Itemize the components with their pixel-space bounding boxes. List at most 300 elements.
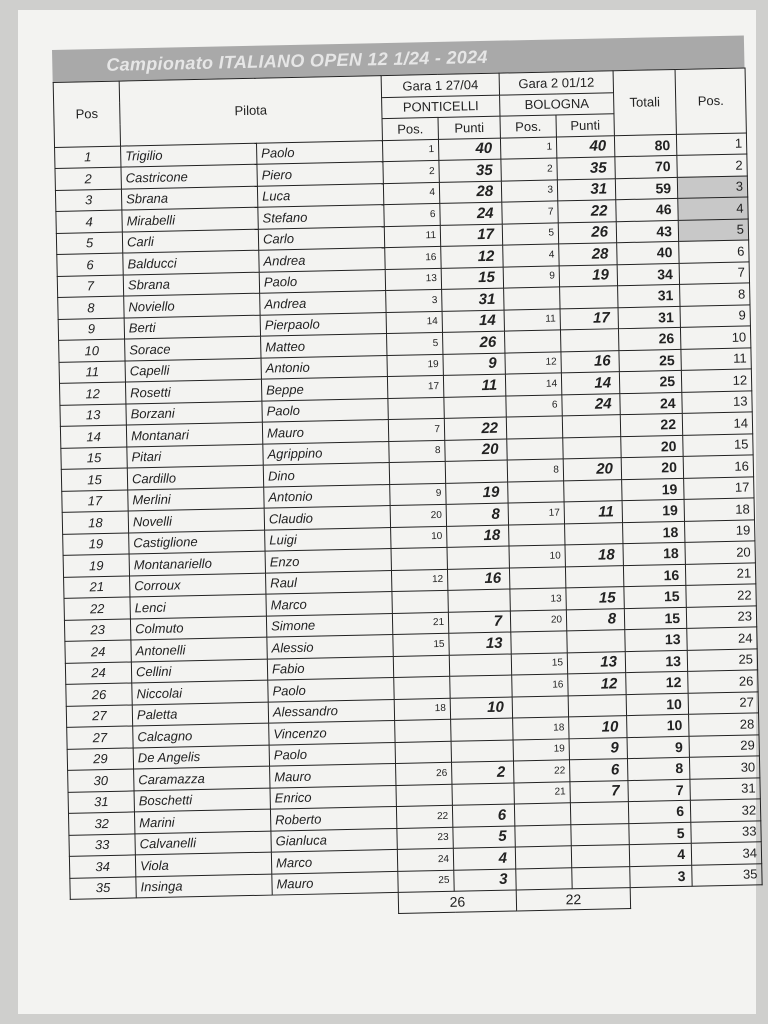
race2-pos: 11 — [504, 308, 560, 331]
header-race1-pos: Pos. — [382, 117, 438, 140]
race1-pos: 25 — [398, 870, 454, 893]
driver-name: Antonio — [261, 355, 387, 379]
driver-surname: Castricone — [121, 164, 257, 188]
driver-name: Enrico — [270, 785, 396, 809]
race2-points: 40 — [556, 135, 614, 158]
driver-surname: Montanari — [126, 422, 262, 446]
race1-pos: 7 — [388, 418, 444, 441]
race1-points: 17 — [440, 224, 502, 247]
final-rank: 4 — [678, 197, 748, 220]
race1-pos: 18 — [394, 698, 450, 721]
driver-name: Stefano — [258, 205, 384, 229]
final-rank: 35 — [692, 863, 762, 886]
race1-pos: 20 — [390, 504, 446, 527]
row-pos: 3 — [55, 189, 121, 212]
race1-points: 16 — [447, 568, 509, 591]
header-pilota: Pilota — [119, 76, 382, 146]
driver-name: Paolo — [262, 398, 388, 422]
race2-pos: 1 — [500, 136, 556, 159]
race2-pos: 8 — [507, 459, 563, 482]
header-race2-date: Gara 2 01/12 — [499, 71, 613, 95]
row-pos: 2 — [55, 167, 121, 190]
driver-name: Claudio — [264, 506, 390, 530]
final-rank: 32 — [690, 799, 760, 822]
race2-pos: 12 — [505, 351, 561, 374]
row-pos: 6 — [57, 253, 123, 276]
race2-points: 7 — [570, 780, 628, 803]
race2-points: 26 — [558, 221, 616, 244]
total-points: 3 — [630, 865, 692, 888]
driver-surname: Capelli — [125, 358, 261, 382]
driver-surname: Colmuto — [130, 616, 266, 640]
driver-surname: Lenci — [130, 594, 266, 618]
race2-pos — [508, 480, 564, 503]
total-points: 12 — [626, 671, 688, 694]
race1-points: 15 — [441, 267, 503, 290]
race1-pos — [393, 655, 449, 678]
row-pos: 21 — [64, 575, 130, 598]
race1-points — [449, 654, 511, 677]
final-rank: 18 — [684, 498, 754, 521]
race2-pos: 10 — [509, 545, 565, 568]
row-pos: 34 — [69, 855, 135, 878]
driver-name: Mauro — [270, 763, 396, 787]
final-rank: 30 — [689, 756, 759, 779]
driver-surname: Rosetti — [125, 379, 261, 403]
race1-points: 20 — [445, 439, 507, 462]
row-pos: 18 — [62, 511, 128, 534]
driver-surname: Borzani — [126, 401, 262, 425]
driver-name: Agrippino — [263, 441, 389, 465]
race2-pos — [507, 437, 563, 460]
race2-participant-count: 22 — [516, 888, 630, 911]
driver-surname: Pitari — [127, 444, 263, 468]
race2-points: 14 — [561, 372, 619, 395]
race1-participant-count: 26 — [398, 890, 516, 913]
race1-points — [450, 675, 512, 698]
driver-name: Marco — [266, 592, 392, 616]
row-pos: 13 — [60, 404, 126, 427]
row-pos: 31 — [68, 790, 134, 813]
final-rank: 9 — [680, 304, 750, 327]
race2-points: 8 — [566, 608, 624, 631]
race2-points — [562, 415, 620, 438]
race2-points — [560, 329, 618, 352]
row-pos: 7 — [57, 275, 123, 298]
total-points: 80 — [614, 134, 676, 157]
driver-surname: Merlini — [128, 487, 264, 511]
driver-name: Piero — [257, 162, 383, 186]
driver-name: Antonio — [264, 484, 390, 508]
total-points: 4 — [629, 843, 691, 866]
row-pos: 15 — [61, 468, 127, 491]
race2-pos — [509, 566, 565, 589]
race2-points: 16 — [561, 350, 619, 373]
table-body — [55, 132, 763, 899]
total-points: 10 — [626, 693, 688, 716]
race2-pos — [509, 523, 565, 546]
driver-surname: Trigilio — [121, 143, 257, 167]
race1-pos: 19 — [387, 354, 443, 377]
driver-name: Alessandro — [268, 699, 394, 723]
race1-pos — [388, 397, 444, 420]
race1-points: 3 — [454, 868, 516, 891]
driver-name: Enzo — [265, 549, 391, 573]
race1-points — [444, 396, 506, 419]
header-totali: Totali — [613, 69, 676, 135]
driver-name: Vincenzo — [269, 720, 395, 744]
total-points: 19 — [622, 499, 684, 522]
race2-pos — [514, 803, 570, 826]
total-points: 8 — [627, 757, 689, 780]
driver-name: Simone — [266, 613, 392, 637]
total-points: 15 — [624, 585, 686, 608]
total-points: 34 — [617, 263, 679, 286]
final-rank: 21 — [685, 562, 755, 585]
race2-pos — [511, 631, 567, 654]
race2-points — [560, 286, 618, 309]
driver-surname: Sorace — [125, 336, 261, 360]
race2-pos — [512, 695, 568, 718]
race1-points — [448, 589, 510, 612]
row-pos: 1 — [55, 146, 121, 169]
final-rank: 31 — [690, 777, 760, 800]
race1-pos: 9 — [390, 483, 446, 506]
driver-name: Beppe — [261, 377, 387, 401]
driver-name: Marco — [271, 849, 397, 873]
race2-points: 24 — [562, 393, 620, 416]
race1-points: 35 — [439, 159, 501, 182]
race2-points — [567, 630, 625, 653]
race2-points: 9 — [569, 737, 627, 760]
row-pos: 17 — [62, 490, 128, 513]
race1-points: 7 — [448, 611, 510, 634]
final-rank: 22 — [686, 584, 756, 607]
race1-points — [451, 739, 513, 762]
race2-points — [571, 845, 629, 868]
total-points: 10 — [627, 714, 689, 737]
header-race1-date: Gara 1 27/04 — [381, 73, 499, 97]
race2-pos — [515, 846, 571, 869]
race2-pos: 4 — [503, 244, 559, 267]
driver-surname: Insinga — [136, 874, 272, 898]
race2-points: 13 — [567, 651, 625, 674]
driver-surname: Caramazza — [134, 766, 270, 790]
race1-pos: 23 — [397, 827, 453, 850]
total-points: 15 — [624, 607, 686, 630]
race1-pos: 24 — [397, 848, 453, 871]
row-pos: 12 — [59, 382, 125, 405]
standings-sheet — [52, 36, 762, 921]
race1-points: 6 — [452, 804, 514, 827]
final-rank: 28 — [689, 713, 759, 736]
row-pos: 19 — [63, 554, 129, 577]
race2-pos: 18 — [513, 717, 569, 740]
header-race2-pos: Pos. — [500, 115, 556, 138]
final-rank: 14 — [682, 412, 752, 435]
driver-name: Pierpaolo — [260, 312, 386, 336]
final-rank: 10 — [680, 326, 750, 349]
race1-pos — [392, 590, 448, 613]
race1-points: 2 — [452, 761, 514, 784]
race2-pos — [504, 287, 560, 310]
total-points: 20 — [621, 456, 683, 479]
race2-points: 35 — [557, 157, 615, 180]
driver-name: Paolo — [256, 140, 382, 164]
row-pos: 15 — [61, 447, 127, 470]
final-rank: 25 — [687, 648, 757, 671]
driver-surname: Boschetti — [134, 788, 270, 812]
driver-surname: Calcagno — [133, 723, 269, 747]
race1-points: 26 — [442, 331, 504, 354]
row-pos: 5 — [56, 232, 122, 255]
driver-name: Paolo — [268, 677, 394, 701]
header-race1-punti: Punti — [438, 116, 500, 139]
row-pos: 35 — [70, 876, 136, 899]
final-rank: 33 — [691, 820, 761, 843]
driver-name: Matteo — [261, 334, 387, 358]
row-pos: 29 — [67, 747, 133, 770]
race1-pos: 3 — [386, 289, 442, 312]
final-rank: 7 — [679, 261, 749, 284]
race2-pos: 6 — [506, 394, 562, 417]
race2-pos — [515, 824, 571, 847]
race1-pos: 10 — [391, 526, 447, 549]
race2-pos: 14 — [505, 373, 561, 396]
driver-surname: Calvanelli — [135, 831, 271, 855]
race2-pos: 16 — [512, 674, 568, 697]
final-rank: 20 — [685, 541, 755, 564]
driver-name: Luigi — [265, 527, 391, 551]
final-rank: 3 — [677, 175, 747, 198]
race2-points: 10 — [569, 716, 627, 739]
race1-points: 8 — [446, 503, 508, 526]
driver-surname: Corroux — [130, 573, 266, 597]
race1-pos: 5 — [387, 332, 443, 355]
final-rank: 23 — [686, 605, 756, 628]
final-rank: 6 — [679, 240, 749, 263]
driver-surname: Noviello — [124, 293, 260, 317]
race2-points: 15 — [566, 587, 624, 610]
race2-points: 22 — [558, 200, 616, 223]
header-race2-place: BOLOGNA — [500, 92, 614, 116]
race2-pos — [506, 416, 562, 439]
race1-pos: 11 — [384, 225, 440, 248]
total-points: 9 — [627, 736, 689, 759]
driver-name: Luca — [257, 183, 383, 207]
final-rank: 17 — [684, 476, 754, 499]
race1-pos: 1 — [382, 139, 438, 162]
race1-pos: 2 — [383, 160, 439, 183]
final-rank: 2 — [677, 154, 747, 177]
header-race1-place: PONTICELLI — [382, 95, 500, 119]
final-rank: 15 — [683, 433, 753, 456]
total-points: 43 — [616, 220, 678, 243]
final-rank: 27 — [688, 691, 758, 714]
race2-points — [571, 823, 629, 846]
driver-name: Andrea — [260, 291, 386, 315]
row-pos: 23 — [64, 618, 130, 641]
race1-points: 13 — [449, 632, 511, 655]
row-pos: 33 — [69, 833, 135, 856]
driver-surname: Novelli — [128, 508, 264, 532]
total-points: 46 — [616, 198, 678, 221]
race1-pos: 22 — [396, 805, 452, 828]
race1-points — [451, 718, 513, 741]
race1-points: 14 — [442, 310, 504, 333]
driver-name: Andrea — [259, 248, 385, 272]
race2-pos: 5 — [502, 222, 558, 245]
race1-points: 9 — [443, 353, 505, 376]
total-points: 22 — [620, 413, 682, 436]
total-points: 13 — [625, 650, 687, 673]
paper-sheet — [18, 10, 756, 1014]
row-pos: 24 — [65, 661, 131, 684]
race1-pos: 13 — [385, 268, 441, 291]
race2-pos: 13 — [510, 588, 566, 611]
race1-points: 10 — [450, 697, 512, 720]
row-pos: 8 — [58, 296, 124, 319]
race1-points — [445, 460, 507, 483]
race2-points: 17 — [560, 307, 618, 330]
race2-pos: 9 — [503, 265, 559, 288]
row-pos: 24 — [65, 640, 131, 663]
driver-surname: Marini — [134, 809, 270, 833]
driver-surname: Balducci — [123, 250, 259, 274]
row-pos: 32 — [68, 812, 134, 835]
race1-pos: 16 — [385, 246, 441, 269]
driver-surname: De Angelis — [133, 745, 269, 769]
race2-points — [564, 479, 622, 502]
race1-points: 24 — [440, 202, 502, 225]
driver-surname: Paletta — [132, 702, 268, 726]
total-points: 19 — [622, 478, 684, 501]
race1-pos: 8 — [389, 440, 445, 463]
race1-points: 11 — [443, 374, 505, 397]
race2-points: 12 — [568, 673, 626, 696]
race1-pos: 21 — [392, 612, 448, 635]
race1-pos: 4 — [383, 182, 439, 205]
race1-points — [447, 546, 509, 569]
race2-points — [568, 694, 626, 717]
final-rank: 1 — [676, 132, 746, 155]
driver-name: Raul — [265, 570, 391, 594]
total-points: 31 — [618, 284, 680, 307]
race1-pos: 6 — [384, 203, 440, 226]
race1-points: 18 — [447, 525, 509, 548]
final-rank: 11 — [681, 347, 751, 370]
driver-surname: Berti — [124, 315, 260, 339]
driver-name: Dino — [263, 463, 389, 487]
row-pos: 30 — [68, 769, 134, 792]
driver-name: Carlo — [258, 226, 384, 250]
driver-name: Gianluca — [271, 828, 397, 852]
race1-pos — [389, 461, 445, 484]
race1-pos: 15 — [393, 633, 449, 656]
standings-table — [53, 67, 763, 920]
driver-surname: Cellini — [131, 659, 267, 683]
final-rank: 26 — [688, 670, 758, 693]
driver-surname: Sbrana — [121, 186, 257, 210]
race2-points: 19 — [559, 264, 617, 287]
driver-surname: Carli — [122, 229, 258, 253]
driver-name: Mauro — [262, 420, 388, 444]
total-points: 5 — [629, 822, 691, 845]
race2-points — [572, 866, 630, 889]
total-points: 18 — [623, 521, 685, 544]
total-points: 26 — [618, 327, 680, 350]
race1-points: 5 — [453, 825, 515, 848]
driver-name: Paolo — [259, 269, 385, 293]
race2-points: 31 — [557, 178, 615, 201]
final-rank: 8 — [680, 283, 750, 306]
race2-pos: 22 — [514, 760, 570, 783]
row-pos: 14 — [60, 425, 126, 448]
final-rank: 12 — [681, 369, 751, 392]
total-points: 13 — [625, 628, 687, 651]
race2-pos: 20 — [510, 609, 566, 632]
driver-surname: Antonelli — [131, 637, 267, 661]
final-rank: 13 — [682, 390, 752, 413]
driver-surname: Montanariello — [129, 551, 265, 575]
row-pos: 27 — [67, 726, 133, 749]
race2-pos: 2 — [501, 158, 557, 181]
race1-points: 40 — [438, 138, 500, 161]
driver-surname: Mirabelli — [122, 207, 258, 231]
row-pos: 10 — [59, 339, 125, 362]
final-rank: 19 — [685, 519, 755, 542]
total-points: 31 — [618, 306, 680, 329]
race1-points: 22 — [444, 417, 506, 440]
race1-pos — [391, 547, 447, 570]
race2-points — [565, 565, 623, 588]
header-race2-punti: Punti — [556, 114, 614, 137]
row-pos: 4 — [56, 210, 122, 233]
row-pos: 27 — [66, 704, 132, 727]
final-rank: 29 — [689, 734, 759, 757]
race2-points: 6 — [569, 759, 627, 782]
driver-name: Fabio — [267, 656, 393, 680]
race2-pos: 15 — [511, 652, 567, 675]
driver-surname: Castiglione — [129, 530, 265, 554]
championship-title: Campionato ITALIANO OPEN 12 1/24 - 2024 — [52, 36, 745, 82]
final-rank: 16 — [683, 455, 753, 478]
row-pos: 26 — [66, 683, 132, 706]
race1-pos — [396, 784, 452, 807]
race1-pos: 14 — [386, 311, 442, 334]
race2-pos: 19 — [513, 738, 569, 761]
race1-points: 4 — [453, 847, 515, 870]
race1-pos — [395, 719, 451, 742]
header-final-pos: Pos. — [675, 68, 746, 134]
total-points: 7 — [628, 779, 690, 802]
header-pos: Pos — [53, 81, 120, 147]
driver-name: Roberto — [270, 806, 396, 830]
race2-pos — [516, 867, 572, 890]
total-points: 40 — [617, 241, 679, 264]
total-points: 70 — [615, 155, 677, 178]
race2-points: 28 — [559, 243, 617, 266]
race2-points: 20 — [563, 458, 621, 481]
race1-points: 28 — [439, 181, 501, 204]
race2-points: 18 — [565, 544, 623, 567]
final-rank: 24 — [687, 627, 757, 650]
race1-points: 12 — [441, 245, 503, 268]
race2-pos: 7 — [502, 201, 558, 224]
race1-pos: 12 — [391, 569, 447, 592]
total-points: 20 — [621, 435, 683, 458]
row-pos: 19 — [63, 533, 129, 556]
